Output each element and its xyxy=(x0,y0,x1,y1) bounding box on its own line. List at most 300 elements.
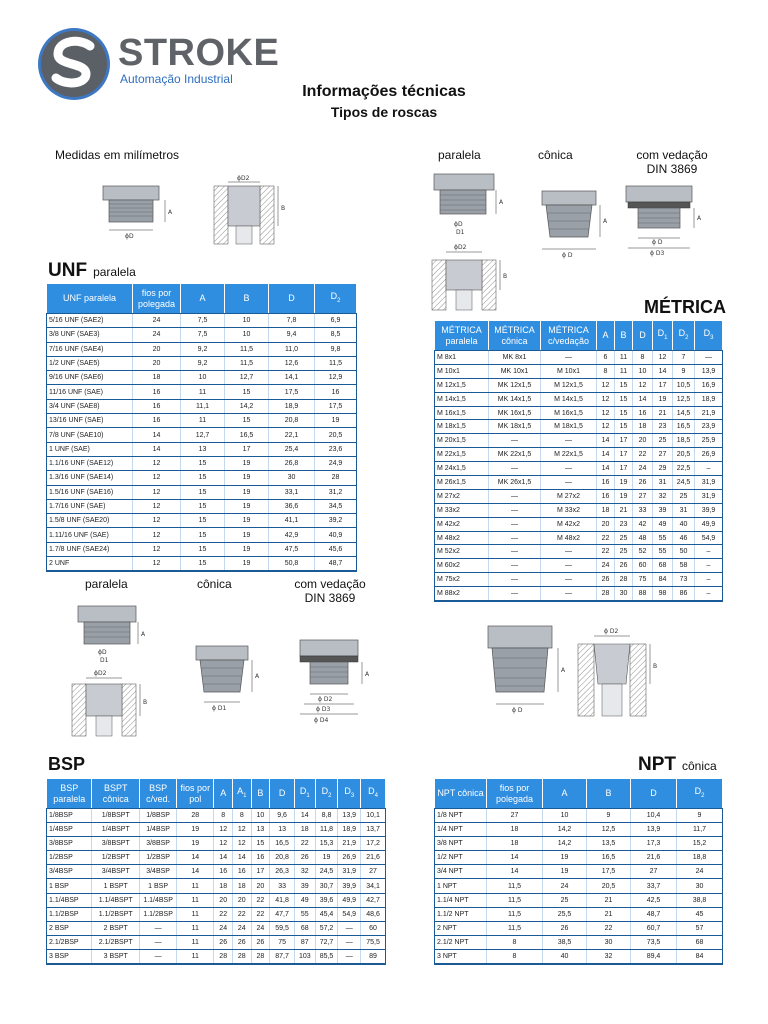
table-cell: 26 xyxy=(214,935,233,949)
table-cell: — xyxy=(338,949,361,963)
table-cell: 54,9 xyxy=(695,531,723,545)
table-cell: 19 xyxy=(543,851,587,865)
table-cell: 9,6 xyxy=(270,809,295,823)
table-cell: M 22x1,5 xyxy=(435,448,489,462)
table-cell: 33 xyxy=(270,879,295,893)
table-cell: 22 xyxy=(587,921,631,935)
table-cell: 19 xyxy=(315,414,357,428)
table-cell: 28 xyxy=(233,949,252,963)
table-cell: 13,9 xyxy=(631,823,677,837)
table-cell: 31,9 xyxy=(695,476,723,490)
table-cell: 28 xyxy=(177,809,214,823)
table-cell: 20 xyxy=(251,879,270,893)
table-cell: 19 xyxy=(225,542,269,556)
table-cell: — xyxy=(489,531,541,545)
table-cell: 15 xyxy=(181,557,225,571)
table-cell: M 10x1 xyxy=(435,364,489,378)
table-cell: 25,5 xyxy=(543,907,587,921)
table-cell: 16 xyxy=(133,414,181,428)
table-row xyxy=(435,587,723,601)
table-cell: 16 xyxy=(133,385,181,399)
npt-female-drawing xyxy=(574,624,664,720)
table-cell: 85,5 xyxy=(315,949,338,963)
table-cell: 18 xyxy=(487,837,543,851)
metric-dim-d: ϕD xyxy=(454,221,463,228)
npt-col-fios: fios por polegada xyxy=(487,779,543,809)
table-cell: 89,4 xyxy=(631,949,677,963)
table-cell: 15 xyxy=(615,406,633,420)
table-cell: — xyxy=(140,921,177,935)
table-cell: 60 xyxy=(633,559,653,573)
table-row xyxy=(47,893,386,907)
table-cell: 22,1 xyxy=(269,428,315,442)
table-row xyxy=(47,314,357,328)
table-cell: 9 xyxy=(673,364,695,378)
table-row xyxy=(47,342,357,356)
table-cell: 19 xyxy=(615,489,633,503)
metric-male-conical-drawing xyxy=(528,185,618,265)
bsp-col-4: A xyxy=(214,779,233,809)
table-cell: 13,5 xyxy=(587,837,631,851)
table-cell: 20,5 xyxy=(587,879,631,893)
table-cell: 28 xyxy=(615,573,633,587)
table-cell: 33,7 xyxy=(631,879,677,893)
table-cell: 73,5 xyxy=(631,935,677,949)
table-cell: M 33x2 xyxy=(541,503,597,517)
unf-title: UNF xyxy=(48,260,88,281)
table-cell: 46 xyxy=(673,531,695,545)
table-cell: 1.5/8 UNF (SAE20) xyxy=(47,514,133,528)
table-cell: M 14x1,5 xyxy=(435,392,489,406)
bsp-sealed-dim-a1: A xyxy=(365,671,370,678)
table-cell: — xyxy=(489,559,541,573)
table-cell: 42 xyxy=(633,517,653,531)
table-cell: 12 xyxy=(233,837,252,851)
unf-dim-b: B xyxy=(281,205,286,212)
table-cell: 1.1/2BSPT xyxy=(92,907,140,921)
table-cell: — xyxy=(541,587,597,601)
table-cell: 3/8 UNF (SAE3) xyxy=(47,328,133,342)
table-cell: 11,5 xyxy=(487,893,543,907)
table-cell: 14 xyxy=(487,865,543,879)
table-cell: 13 xyxy=(251,823,270,837)
table-cell: 41,1 xyxy=(269,514,315,528)
table-cell: 13/16 UNF (SAE) xyxy=(47,414,133,428)
table-cell: 17 xyxy=(653,378,673,392)
table-cell: 12,7 xyxy=(225,371,269,385)
table-row xyxy=(435,921,723,935)
table-cell: 15,3 xyxy=(315,837,338,851)
table-row xyxy=(435,448,723,462)
table-row xyxy=(47,851,386,865)
table-cell: 30 xyxy=(587,935,631,949)
table-cell: 27 xyxy=(633,489,653,503)
metric-sealed-dim-a: A xyxy=(697,215,702,222)
table-cell: M 27x2 xyxy=(541,489,597,503)
table-cell: 1/4BSP xyxy=(140,823,177,837)
table-cell: 8 xyxy=(487,935,543,949)
table-cell: 8 xyxy=(633,351,653,365)
table-cell: — xyxy=(140,949,177,963)
table-cell: 1.1/2BSP xyxy=(140,907,177,921)
metric-dim-a: A xyxy=(499,199,504,206)
table-cell: 60,7 xyxy=(631,921,677,935)
table-cell: 89 xyxy=(361,949,386,963)
unf-col-a: A xyxy=(181,284,225,314)
table-cell: 26,9 xyxy=(338,851,361,865)
table-cell: 3/8BSP xyxy=(140,837,177,851)
company-name: STROKE xyxy=(118,32,280,74)
table-cell: 31,9 xyxy=(695,489,723,503)
table-cell: 14 xyxy=(653,364,673,378)
metrica-col-2: MÉTRICA c/vedação xyxy=(541,321,597,351)
table-cell: 11,5 xyxy=(225,342,269,356)
bsp-sealed-dim-d4: ϕ D4 xyxy=(314,717,329,724)
table-cell: 9,8 xyxy=(315,342,357,356)
table-row xyxy=(435,879,723,893)
table-cell: 12 xyxy=(597,392,615,406)
table-cell: 12,6 xyxy=(269,356,315,370)
table-row xyxy=(435,545,723,559)
table-cell: 31,9 xyxy=(338,865,361,879)
table-cell: 16 xyxy=(233,865,252,879)
table-row xyxy=(47,356,357,370)
table-cell: 15 xyxy=(615,420,633,434)
table-cell: 36,6 xyxy=(269,499,315,513)
table-cell: 15 xyxy=(181,514,225,528)
table-cell: 14,2 xyxy=(543,837,587,851)
table-cell: 20 xyxy=(133,356,181,370)
table-cell: 11,7 xyxy=(677,823,723,837)
table-cell: 28 xyxy=(251,949,270,963)
measure-note: Medidas em milímetros xyxy=(55,148,180,162)
table-cell: 22 xyxy=(214,907,233,921)
table-cell: 86 xyxy=(673,587,695,601)
table-cell: 13,9 xyxy=(338,809,361,823)
metric-conical-dim-d: ϕ D xyxy=(562,252,573,259)
table-cell: 13 xyxy=(270,823,295,837)
bsp-col-5: $A_1$ xyxy=(233,779,252,809)
bsp-col-2: BSP c/ved. xyxy=(140,779,177,809)
table-cell: 26 xyxy=(233,935,252,949)
table-cell: 12 xyxy=(597,420,615,434)
npt-type: cônica xyxy=(682,759,717,773)
bsp-male-conical-drawing xyxy=(188,640,268,720)
table-cell: 24 xyxy=(677,865,723,879)
metrica-col-5: D xyxy=(633,321,653,351)
table-cell: 57,2 xyxy=(315,921,338,935)
table-cell: 1.5/16 UNF (SAE16) xyxy=(47,485,133,499)
table-cell: 12 xyxy=(133,528,181,542)
table-cell: 17,3 xyxy=(631,837,677,851)
table-cell: M 24x1,5 xyxy=(435,462,489,476)
table-cell: 45 xyxy=(677,907,723,921)
table-cell: — xyxy=(338,921,361,935)
table-cell: 17,5 xyxy=(269,385,315,399)
table-row xyxy=(47,809,386,823)
table-cell: 10 xyxy=(251,809,270,823)
table-cell: 24,9 xyxy=(315,456,357,470)
table-cell: 19 xyxy=(225,485,269,499)
bsp-col-1: BSPT cônica xyxy=(92,779,140,809)
unf-heading xyxy=(48,260,136,282)
unf-dim-d2: ϕD2 xyxy=(237,175,250,182)
metrica-col-1: MÉTRICA cônica xyxy=(489,321,541,351)
table-cell: 39,9 xyxy=(695,503,723,517)
table-cell: 12 xyxy=(133,499,181,513)
table-cell: — xyxy=(489,517,541,531)
unf-col-d2: $D_2$ xyxy=(315,284,357,314)
table-cell: 11 xyxy=(181,414,225,428)
table-cell: M 14x1,5 xyxy=(541,392,597,406)
bsp-sealed-drawing xyxy=(290,636,380,726)
table-cell: 9,2 xyxy=(181,342,225,356)
table-row xyxy=(435,489,723,503)
table-cell: 84 xyxy=(653,573,673,587)
table-cell: 12 xyxy=(597,406,615,420)
table-row xyxy=(435,378,723,392)
table-cell: 15 xyxy=(225,385,269,399)
table-cell: 12,5 xyxy=(673,392,695,406)
table-cell: 28 xyxy=(315,471,357,485)
table-cell: 22 xyxy=(597,531,615,545)
table-cell: 33,1 xyxy=(269,485,315,499)
table-cell: MK 16x1,5 xyxy=(489,406,541,420)
bsp-sealed-dim-d3: ϕ D3 xyxy=(316,706,331,713)
table-cell: 19 xyxy=(225,456,269,470)
table-cell: 2 UNF xyxy=(47,557,133,571)
table-cell: 13 xyxy=(181,442,225,456)
table-cell: — xyxy=(541,351,597,365)
table-cell: 1/2 UNF (SAE5) xyxy=(47,356,133,370)
table-cell: 14,2 xyxy=(543,823,587,837)
table-cell: 22 xyxy=(251,893,270,907)
table-cell: 27 xyxy=(361,865,386,879)
table-cell: 1.7/8 UNF (SAE24) xyxy=(47,542,133,556)
table-cell: 7,5 xyxy=(181,328,225,342)
table-cell: 12 xyxy=(133,471,181,485)
table-cell: 20 xyxy=(633,434,653,448)
table-cell: 26 xyxy=(615,559,633,573)
table-cell: 11 xyxy=(177,879,214,893)
table-cell: 19 xyxy=(543,865,587,879)
table-cell: 31 xyxy=(653,476,673,490)
table-cell: 39,2 xyxy=(315,514,357,528)
table-cell: 88 xyxy=(633,587,653,601)
table-cell: 3/8BSP xyxy=(47,837,92,851)
table-row xyxy=(47,921,386,935)
metrica-col-7: $D_2$ xyxy=(673,321,695,351)
table-cell: 34,5 xyxy=(315,499,357,513)
table-cell: 10 xyxy=(633,364,653,378)
table-cell: 11/16 UNF (SAE) xyxy=(47,385,133,399)
table-cell: 15 xyxy=(225,414,269,428)
table-cell: 24 xyxy=(133,314,181,328)
table-cell: 26 xyxy=(597,573,615,587)
table-cell: 12,7 xyxy=(181,428,225,442)
table-cell: 15 xyxy=(181,542,225,556)
table-cell: 19 xyxy=(177,823,214,837)
table-cell: MK 26x1,5 xyxy=(489,476,541,490)
table-cell: 27 xyxy=(487,809,543,823)
table-cell: 3 BSPT xyxy=(92,949,140,963)
table-cell: 3/4BSP xyxy=(140,865,177,879)
table-cell: 25 xyxy=(615,545,633,559)
table-cell: 18 xyxy=(597,503,615,517)
table-cell: 16 xyxy=(597,489,615,503)
table-cell: 11 xyxy=(181,385,225,399)
table-row xyxy=(435,351,723,365)
table-cell: 42,9 xyxy=(269,528,315,542)
table-cell: 20,8 xyxy=(269,414,315,428)
bsp-dim-d: ϕD xyxy=(98,649,107,656)
table-cell: 49,9 xyxy=(695,517,723,531)
table-cell: 17 xyxy=(615,434,633,448)
bsp-col-6: B xyxy=(251,779,270,809)
table-cell: 3 BSP xyxy=(47,949,92,963)
table-cell: M 22x1,5 xyxy=(541,448,597,462)
table-cell: 11 xyxy=(615,351,633,365)
metrica-col-3: A xyxy=(597,321,615,351)
unf-col-d: D xyxy=(269,284,315,314)
table-cell: 7,5 xyxy=(181,314,225,328)
table-cell: 3/8BSPT xyxy=(92,837,140,851)
bsp-label-din: DIN 3869 xyxy=(304,591,356,605)
table-cell: 19 xyxy=(615,476,633,490)
table-cell: 2 NPT xyxy=(435,921,487,935)
table-cell: 9,4 xyxy=(269,328,315,342)
table-cell: M 42x2 xyxy=(541,517,597,531)
table-row xyxy=(47,485,357,499)
table-row xyxy=(435,865,723,879)
table-cell: 49,9 xyxy=(338,893,361,907)
bsp-col-9: $D_2$ xyxy=(315,779,338,809)
table-cell: 11,1 xyxy=(181,399,225,413)
table-cell: 30 xyxy=(677,879,723,893)
table-cell: M 27x2 xyxy=(435,489,489,503)
table-cell: 11 xyxy=(177,893,214,907)
table-cell: 24 xyxy=(633,462,653,476)
table-row xyxy=(47,385,357,399)
table-cell: 48,7 xyxy=(631,907,677,921)
table-cell: 11,5 xyxy=(487,921,543,935)
table-cell: M 88x2 xyxy=(435,587,489,601)
table-cell: MK 12x1,5 xyxy=(489,378,541,392)
unf-col-fios: fios por polegada xyxy=(133,284,181,314)
table-cell: 20 xyxy=(214,893,233,907)
table-cell: 16 xyxy=(133,399,181,413)
table-cell: 49 xyxy=(294,893,315,907)
table-cell: — xyxy=(541,476,597,490)
table-cell: — xyxy=(541,545,597,559)
npt-col-a: A xyxy=(543,779,587,809)
table-cell: 15 xyxy=(615,378,633,392)
table-cell: 16,9 xyxy=(695,378,723,392)
table-cell: 20 xyxy=(233,893,252,907)
table-cell: 19 xyxy=(225,557,269,571)
npt-male-drawing xyxy=(478,622,578,718)
table-cell: — xyxy=(489,573,541,587)
table-cell: 11,0 xyxy=(269,342,315,356)
table-cell: 25,9 xyxy=(695,434,723,448)
table-cell: – xyxy=(695,559,723,573)
table-cell: 32 xyxy=(294,865,315,879)
table-cell: 8,8 xyxy=(315,809,338,823)
table-cell: 31 xyxy=(673,503,695,517)
metric-label-paralela: paralela xyxy=(438,148,481,162)
unf-table xyxy=(46,283,357,572)
table-cell: — xyxy=(541,462,597,476)
table-cell: 26 xyxy=(294,851,315,865)
table-cell: 18 xyxy=(133,371,181,385)
table-cell: 2 BSPT xyxy=(92,921,140,935)
table-cell: 12,9 xyxy=(315,371,357,385)
npt-dim-d: ϕ D xyxy=(512,707,523,714)
table-row xyxy=(435,420,723,434)
table-cell: M 52x2 xyxy=(435,545,489,559)
table-cell: 11,5 xyxy=(315,356,357,370)
table-cell: 21,6 xyxy=(361,851,386,865)
table-cell: 22 xyxy=(294,837,315,851)
table-cell: M 75x2 xyxy=(435,573,489,587)
metrica-title: MÉTRICA xyxy=(644,297,726,317)
npt-col-d2: $D_2$ xyxy=(677,779,723,809)
table-cell: 73 xyxy=(673,573,695,587)
table-row xyxy=(435,503,723,517)
table-cell: M 48x2 xyxy=(435,531,489,545)
table-row xyxy=(435,823,723,837)
table-cell: 1/4 NPT xyxy=(435,823,487,837)
table-cell: M 18x1,5 xyxy=(435,420,489,434)
table-cell: – xyxy=(695,462,723,476)
bsp-male-parallel-drawing xyxy=(72,600,162,670)
table-cell: 1 BSP xyxy=(47,879,92,893)
table-cell: 1/8BSP xyxy=(140,809,177,823)
metric-label-din: DIN 3869 xyxy=(646,162,698,176)
table-cell: 17,2 xyxy=(361,837,386,851)
table-cell: 40,9 xyxy=(315,528,357,542)
table-cell: 48,6 xyxy=(361,907,386,921)
table-cell: 19 xyxy=(225,528,269,542)
table-row xyxy=(435,517,723,531)
table-cell: 3 NPT xyxy=(435,949,487,963)
table-row xyxy=(47,428,357,442)
table-cell: 21,9 xyxy=(695,406,723,420)
table-cell: 12 xyxy=(133,485,181,499)
table-cell: — xyxy=(489,503,541,517)
npt-col-npt: NPT cônica xyxy=(435,779,487,809)
bsp-col-3: fios por pol xyxy=(177,779,214,809)
table-cell: 2.1/2BSP xyxy=(47,935,92,949)
bsp-col-0: BSP paralela xyxy=(47,779,92,809)
table-row xyxy=(435,462,723,476)
table-cell: 84 xyxy=(677,949,723,963)
table-cell: M 33x2 xyxy=(435,503,489,517)
table-cell: 21 xyxy=(587,893,631,907)
table-row xyxy=(47,456,357,470)
metrica-col-8: $D_3$ xyxy=(695,321,723,351)
table-cell: 16,5 xyxy=(673,420,695,434)
table-cell: 15 xyxy=(181,456,225,470)
table-cell: 15 xyxy=(251,837,270,851)
table-cell: 25 xyxy=(543,893,587,907)
table-row xyxy=(435,559,723,573)
table-cell: 19 xyxy=(315,851,338,865)
table-cell: 1 BSPT xyxy=(92,879,140,893)
table-cell: 50,8 xyxy=(269,557,315,571)
table-cell: 21 xyxy=(615,503,633,517)
npt-title: NPT xyxy=(638,754,676,775)
